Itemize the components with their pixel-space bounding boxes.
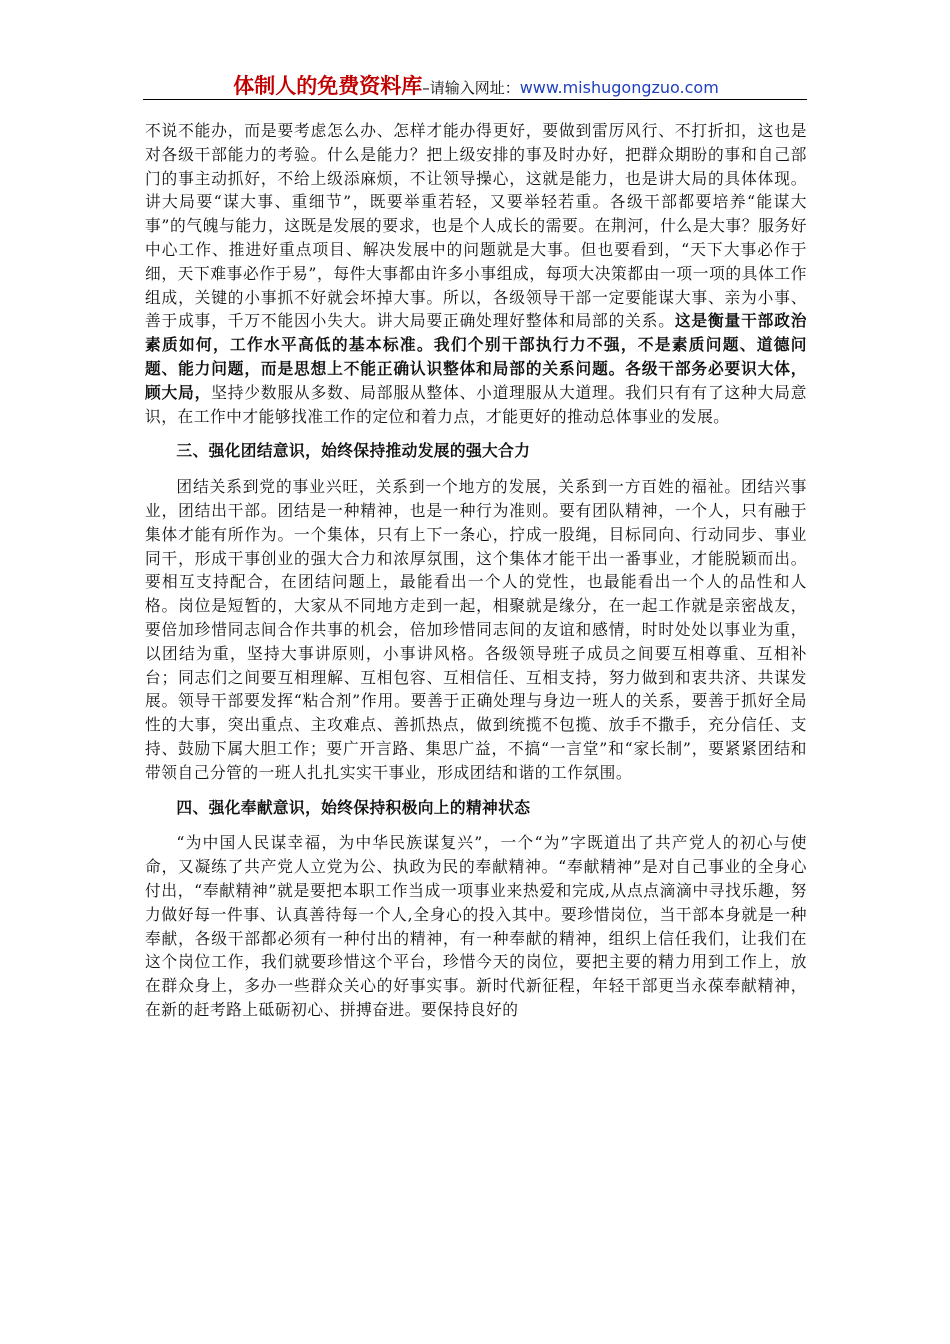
section-heading-4: 四、强化奉献意识，始终保持积极向上的精神状态 [176, 797, 531, 817]
section-heading-3: 三、强化团结意识，始终保持推动发展的强大合力 [176, 441, 531, 461]
page-header [145, 70, 807, 100]
brand-title: 体制人的免费资料库 [233, 74, 423, 98]
paragraph-1 [145, 119, 807, 428]
document-body [145, 119, 807, 1022]
paragraph-1-tail: 坚持少数服从多数、局部服从整体、小道理服从大道理。我们只有有了这种大局意识，在工作中才能够找准工作的定位和着力点，才能更好的推动总体事业的发展。 [145, 382, 807, 426]
paragraph-1-emphasis: 这是衡量干部政治素质如何，工作水平高低的基本标准。我们个别干部执行力不强，不是素质问题、道德问题、能力问题，而是思想上不能正确认识整体和局部的关系问题。各级干部务必要识大体，顾大局， [145, 311, 807, 402]
paragraph-1-text: 不说不能办，而是要考虑怎么办、怎样才能办得更好，要做到雷厉风行、不打折扣，这也是对各级干部能力的考验。什么是能力？把上级安排的事及时办好，把群众期盼的事和自己部门的事主动抓好，不给上级添麻烦，不让领导操心，这就是能力，也是讲大局的具体体现。讲大局要“谋大事、重细节”，既要举重若轻，又要举轻若重。各级干部都要培养“能谋大事”的气魄与能力，这既是发展的要求，也是个人成长的需要。在荆河，什么是大事？服务好中心工作、推进好重点项目、解决发展中的问题就是大事。但也要看到，“天下大事必作于细，天下难事必作于易”，每件大事都由许多小事组成，每项大决策都由一项一项的具体工作组成，关键的小事抓不好就会坏掉大事。所以，各级领导干部一定要能谋大事、亲为小事、善于成事，千万不能因小失大。讲大局要正确处理好整体和局部的关系。 [145, 121, 807, 331]
website-link[interactable]: www.mishugongzuo.com [519, 78, 719, 97]
paragraph-2: 团结关系到党的事业兴旺，关系到一个地方的发展，关系到一方百姓的福祉。团结兴事业，团结出干部。团结是一种精神，也是一种行为准则。要有团队精神，一个人，只有融于集体才能有所作为。一个集体，只有上下一条心，拧成一股绳，目标同向、行动同步、事业同干，形成干事创业的强大合力和浓厚氛围，这个集体才能干出一番事业，才能脱颖而出。要相互支持配合，在团结问题上，最能看出一个人的党性，也最能看出一个人的品性和人格。岗位是短暂的，大家从不同地方走到一起，相聚就是缘分，在一起工作就是亲密战友，要倍加珍惜同志间合作共事的机会，倍加珍惜同志间的友谊和感情，时时处处以事业为重，以团结为重，坚持大事讲原则，小事讲风格。各级领导班子成员之间要互相尊重、互相补台；同志们之间要互相理解、互相包容、互相信任、互相支持，努力做到和衷共济、共谋发展。领导干部要发挥“粘合剂”作用。要善于正确处理与身边一班人的关系，要善于抓好全局性的大事，突出重点、主攻难点、善抓热点，做到统揽不包揽、放手不撒手，充分信任、支持、鼓励下属大胆工作；要广开言路、集思广益，不搞“一言堂”和“家长制”，要紧紧团结和带领自己分管的一班人扎扎实实干事业，形成团结和谐的工作氛围。 [145, 477, 807, 782]
url-prompt: –请输入网址： [422, 79, 520, 97]
paragraph-3: “为中国人民谋幸福，为中华民族谋复兴”，一个“为”字既道出了共产党人的初心与使命，又凝练了共产党人立党为公、执政为民的奉献精神。“奉献精神”是对自己事业的全身心付出，“奉献精神”就是要把本职工作当成一项事业来热爱和完成,从点点滴滴中寻找乐趣，努力做好每一件事、认真善待每一个人,全身心的投入其中。要珍惜岗位，当干部本身就是一种奉献，各级干部都必须有一种付出的精神，有一种奉献的精神，组织上信任我们，让我们在这个岗位工作，我们就要珍惜这个平台，珍惜今天的岗位，要把主要的精力用到工作上，放在群众身上，多办一些群众关心的好事实事。新时代新征程，年轻干部更当永葆奉献精神，在新的赶考路上砥砺初心、拼搏奋进。要保持良好的 [145, 833, 807, 1019]
header-divider [143, 99, 807, 100]
